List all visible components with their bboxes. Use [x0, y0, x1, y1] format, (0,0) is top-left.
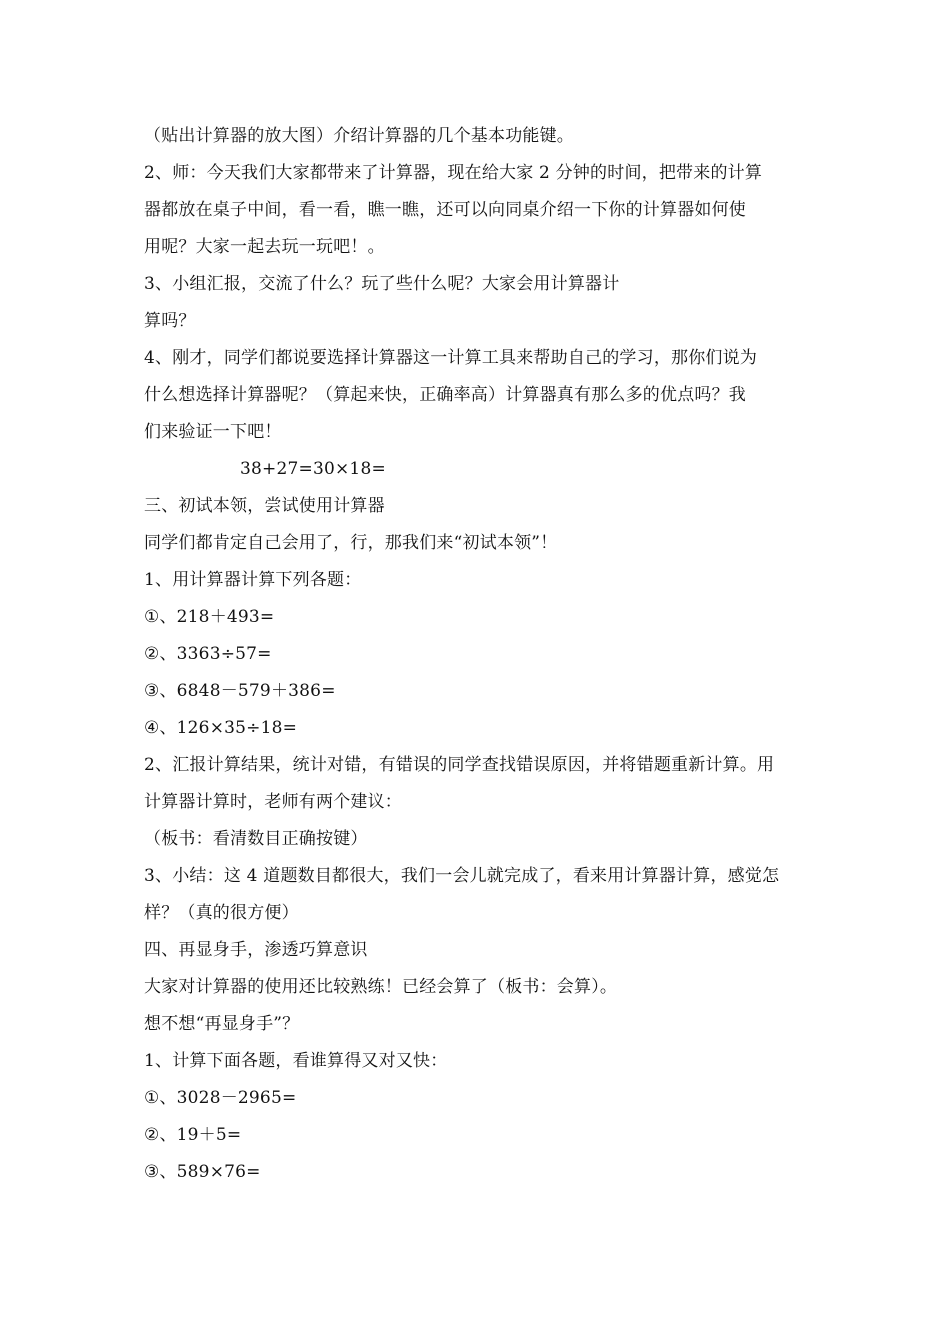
- exercise-item: ④、126×35÷18=: [144, 718, 298, 738]
- exercise-item: ②、3363÷57=: [144, 644, 272, 664]
- exercise-item: ①、3028－2965=: [144, 1088, 297, 1108]
- text-line: 4、刚才，同学们都说要选择计算器这一计算工具来帮助自己的学习，那你们说为: [144, 348, 758, 368]
- text-line: 2、师：今天我们大家都带来了计算器，现在给大家 2 分钟的时间，把带来的计算: [144, 163, 763, 183]
- exercise-item: ③、6848－579＋386=: [144, 681, 336, 701]
- text-line: 想不想“再显身手”？: [144, 1014, 300, 1034]
- text-line: 1、计算下面各题，看谁算得又对又快：: [144, 1051, 448, 1071]
- document-page: [144, 118, 810, 1191]
- exercise-item: ③、589×76=: [144, 1162, 261, 1182]
- section-heading: 三、初试本领，尝试使用计算器: [144, 496, 385, 516]
- text-line: 们来验证一下吧！: [144, 422, 282, 442]
- text-line: 样？（真的很方便）: [144, 903, 299, 923]
- exercise-item: ①、218＋493=: [144, 607, 275, 627]
- text-line: 器都放在桌子中间，看一看，瞧一瞧，还可以向同桌介绍一下你的计算器如何使: [144, 200, 746, 220]
- text-line: 用呢？大家一起去玩一玩吧！。: [144, 237, 385, 257]
- text-line: （贴出计算器的放大图）介绍计算器的几个基本功能键。: [144, 126, 574, 146]
- text-line: 3、小结：这 4 道题数目都很大，我们一会儿就完成了，看来用计算器计算，感觉怎: [144, 866, 780, 886]
- exercise-item: ②、19＋5=: [144, 1125, 242, 1145]
- text-line: 大家对计算器的使用还比较熟练！已经会算了（板书：会算）。: [144, 977, 618, 997]
- text-line: 什么想选择计算器呢？（算起来快，正确率高）计算器真有那么多的优点吗？我: [144, 385, 746, 405]
- section-heading: 四、再显身手，渗透巧算意识: [144, 940, 368, 960]
- text-line: 2、汇报计算结果，统计对错，有错误的同学查找错误原因，并将错题重新计算。用: [144, 755, 775, 775]
- text-line: 计算器计算时，老师有两个建议：: [144, 792, 402, 812]
- text-line: 算吗？: [144, 311, 196, 331]
- text-line: 3、小组汇报，交流了什么？玩了些什么呢？大家会用计算器计: [144, 274, 620, 294]
- expression-line: 38+27=30×18=: [240, 459, 386, 479]
- text-line: 同学们都肯定自己会用了，行，那我们来“初试本领”！: [144, 533, 558, 553]
- text-line: （板书：看清数目正确按键）: [144, 829, 368, 849]
- text-line: 1、用计算器计算下列各题：: [144, 570, 362, 590]
